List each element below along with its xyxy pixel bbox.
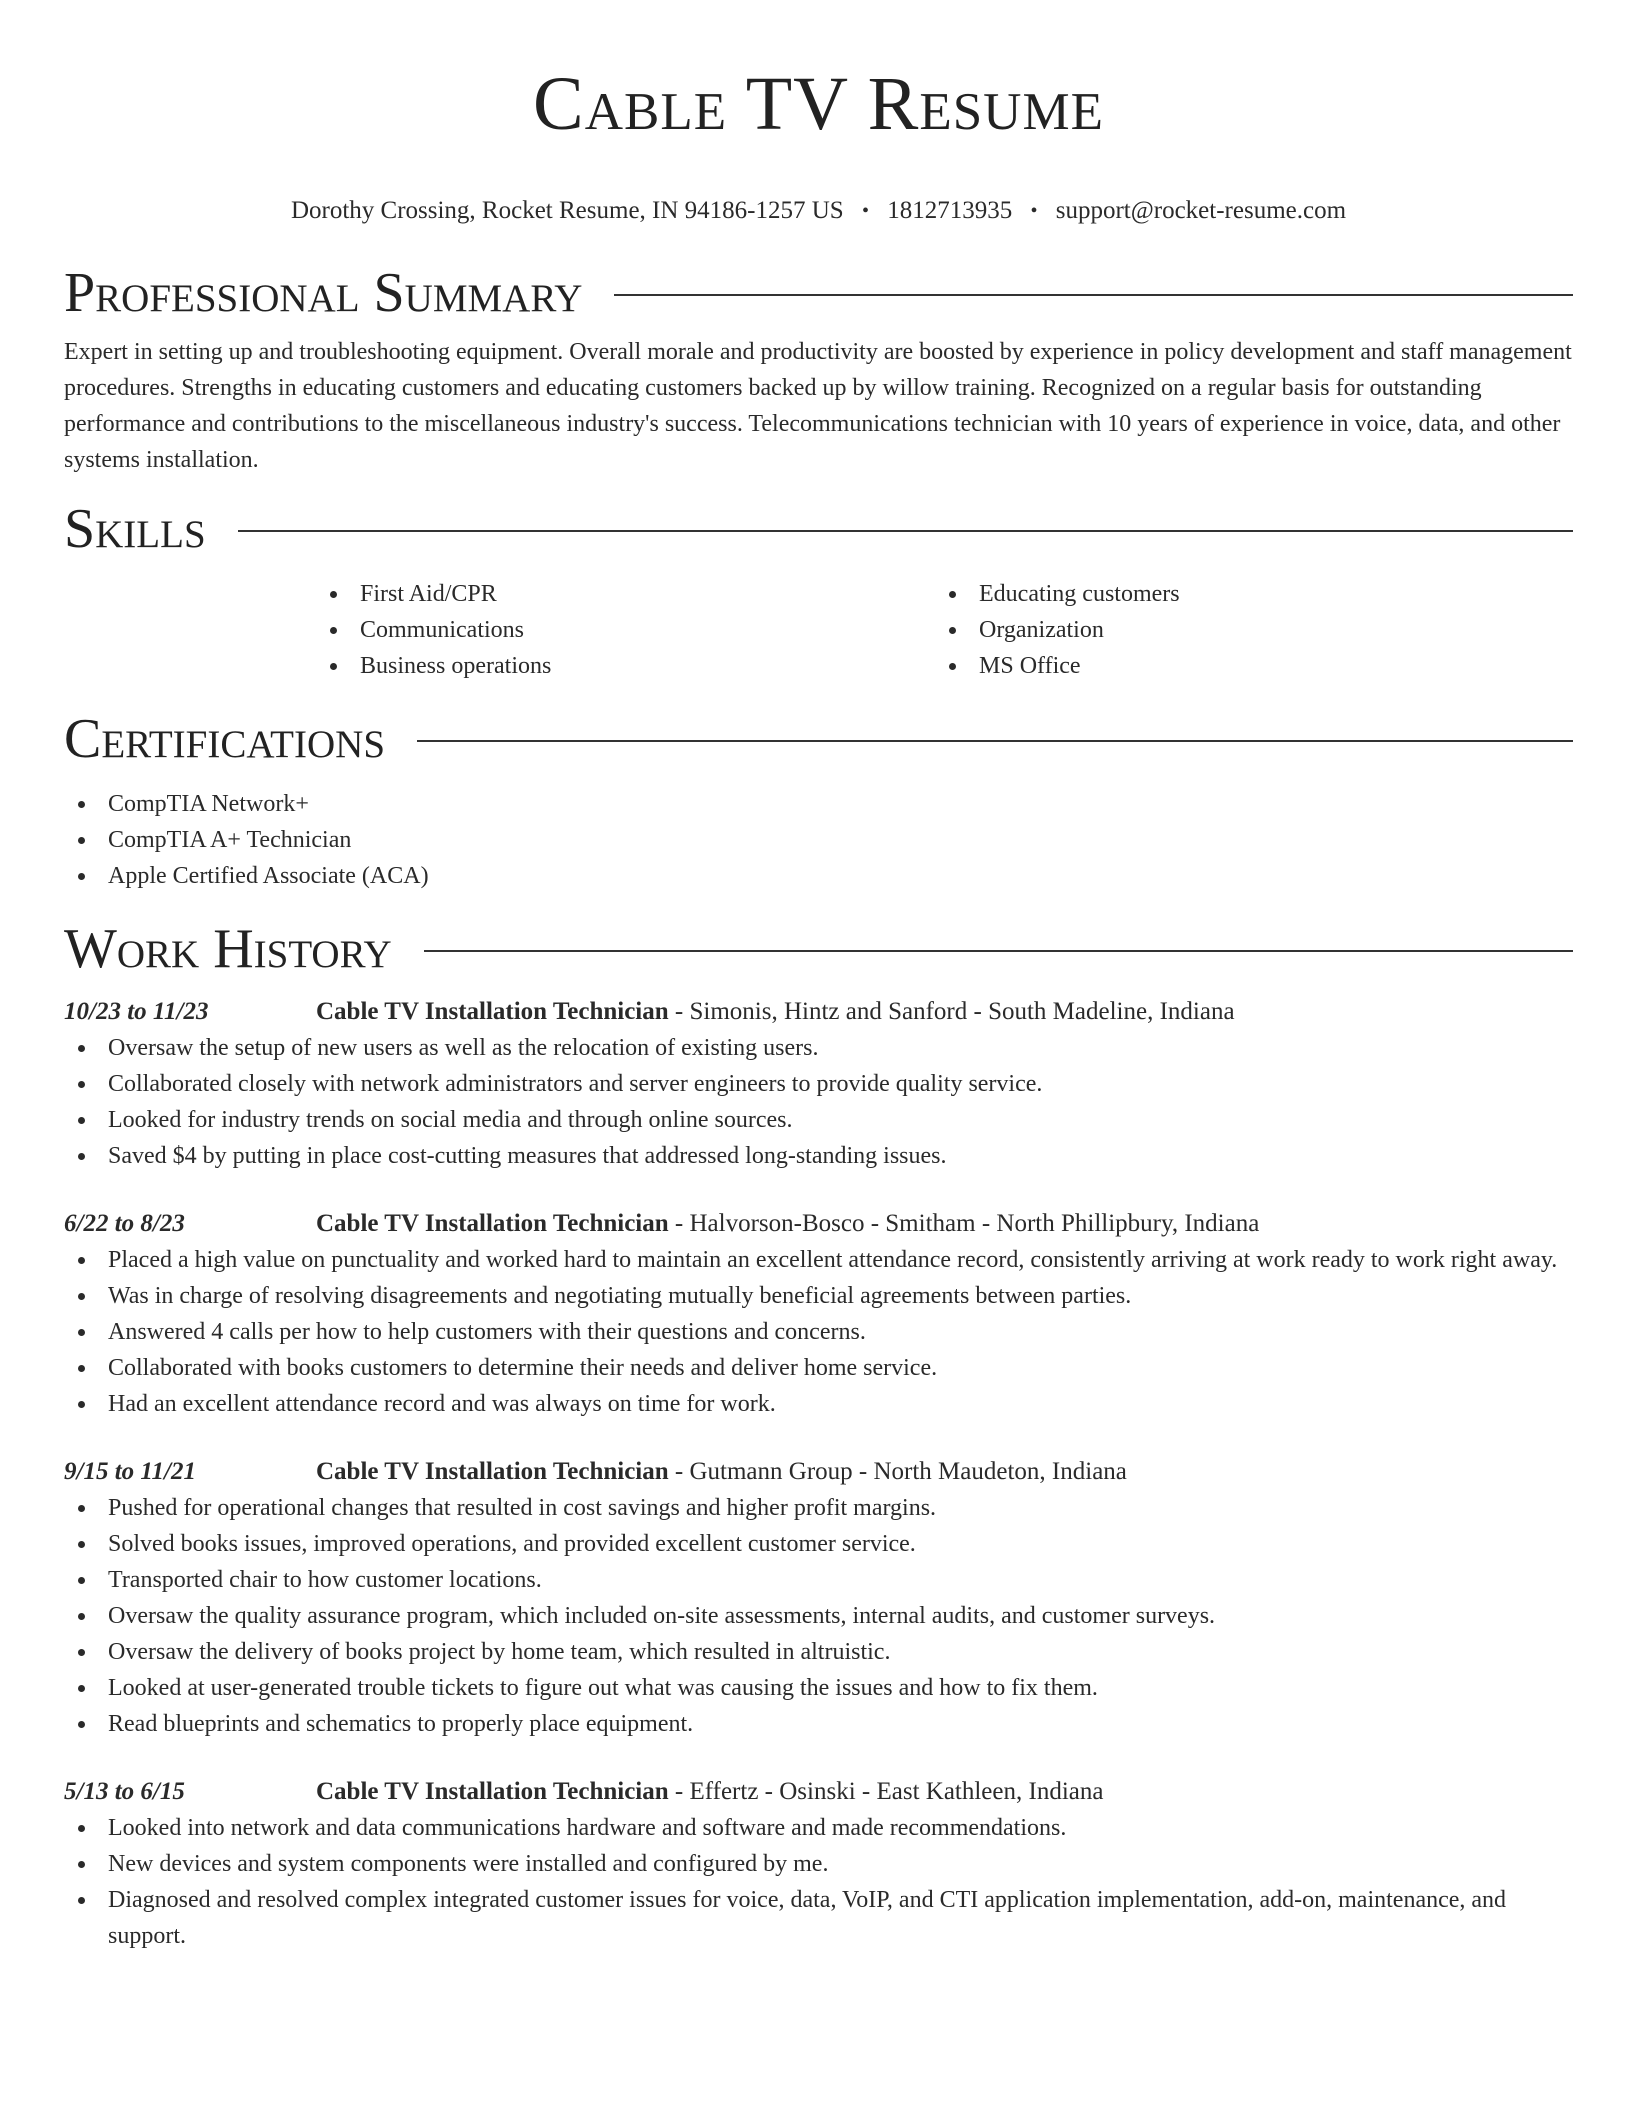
certifications-list (64, 786, 1573, 894)
job-bullet: Transported chair to how customer locations. (64, 1562, 1573, 1598)
skills-list-left (316, 576, 935, 684)
job-heading (316, 1774, 1103, 1810)
job-bullet: New devices and system components were installed and configured by me. (64, 1846, 1573, 1882)
certifications-header (64, 706, 1573, 772)
contact-address: Dorothy Crossing, Rocket Resume, IN 94186-1257 US (290, 197, 844, 224)
job-bullet: Solved books issues, improved operations, and provided excellent customer service. (64, 1526, 1573, 1562)
skill-item: First Aid/CPR (316, 576, 935, 612)
certification-item: CompTIA Network+ (64, 786, 1573, 822)
job-header (64, 994, 1573, 1030)
job-title: Cable TV Installation Technician (316, 1458, 669, 1485)
skill-item: Organization (935, 612, 1554, 648)
skill-item: Communications (316, 612, 935, 648)
job-bullet: Collaborated closely with network administrators and server engineers to provide quality service. (64, 1066, 1573, 1102)
section-divider (238, 530, 1573, 532)
job-bullet: Diagnosed and resolved complex integrated customer issues for voice, data, VoIP, and CTI application implementation, add-on, maintenance, and support. (64, 1882, 1573, 1954)
job-bullet: Oversaw the delivery of books project by home team, which resulted in altruistic. (64, 1634, 1573, 1670)
job-bullets (64, 1810, 1573, 1954)
job-company-location: - Halvorson-Bosco - Smitham - North Phillipbury, Indiana (668, 1210, 1260, 1237)
certification-item: Apple Certified Associate (ACA) (64, 858, 1573, 894)
section-divider (424, 950, 1573, 952)
job-title: Cable TV Installation Technician (316, 998, 669, 1025)
section-divider (417, 740, 1573, 742)
summary-header (64, 260, 1573, 326)
job-heading (316, 994, 1235, 1030)
skill-item: Educating customers (935, 576, 1554, 612)
contact-email: support@rocket-resume.com (1055, 197, 1347, 224)
contact-separator: • (1030, 200, 1038, 222)
job-bullet: Was in charge of resolving disagreements and negotiating mutually beneficial agreements between parties. (64, 1278, 1573, 1314)
job-header (64, 1206, 1573, 1242)
job-bullet: Collaborated with books customers to determine their needs and deliver home service. (64, 1350, 1573, 1386)
skills-header (64, 496, 1573, 562)
section-divider (614, 294, 1573, 296)
section-title-work: Work History (64, 918, 392, 980)
skill-item: MS Office (935, 648, 1554, 684)
job-entry (64, 994, 1573, 1174)
job-entry (64, 1206, 1573, 1422)
job-entry (64, 1774, 1573, 1954)
job-title: Cable TV Installation Technician (316, 1210, 669, 1237)
job-bullet: Answered 4 calls per how to help customers with their questions and concerns. (64, 1314, 1573, 1350)
section-title-certifications: Certifications (64, 708, 386, 770)
section-title-summary: Professional Summary (64, 262, 583, 324)
job-dates: 5/13 to 6/15 (64, 1778, 185, 1805)
summary-text: Expert in setting up and troubleshooting equipment. Overall morale and productivity are boosted by experience in policy development and staff management procedures. Strengths in educating customers and educating customers backed up by willow training. Recognized on a regular basis for outstanding performance and contributions to the miscellaneous industry's success. Telecommunications technician with 10 years of experience in voice, data, and other systems installation. (64, 339, 1572, 473)
job-bullet: Had an excellent attendance record and was always on time for work. (64, 1386, 1573, 1422)
job-bullet: Looked at user-generated trouble tickets to figure out what was causing the issues and how to fix them. (64, 1670, 1573, 1706)
job-title: Cable TV Installation Technician (316, 1778, 669, 1805)
job-dates: 10/23 to 11/23 (64, 998, 209, 1025)
job-heading (316, 1206, 1259, 1242)
job-bullet: Pushed for operational changes that resulted in cost savings and higher profit margins. (64, 1490, 1573, 1526)
contact-line (64, 196, 1573, 226)
job-bullet: Saved $4 by putting in place cost-cutting measures that addressed long-standing issues. (64, 1138, 1573, 1174)
job-bullets (64, 1490, 1573, 1742)
resume-name: Cable TV Resume (533, 62, 1104, 146)
contact-separator: • (861, 200, 869, 222)
work-header (64, 916, 1573, 982)
job-company-location: - Effertz - Osinski - East Kathleen, Indiana (668, 1778, 1104, 1805)
job-bullet: Looked for industry trends on social media and through online sources. (64, 1102, 1573, 1138)
certification-item: CompTIA A+ Technician (64, 822, 1573, 858)
job-bullets (64, 1242, 1573, 1422)
job-company-location: - Simonis, Hintz and Sanford - South Madeline, Indiana (668, 998, 1235, 1025)
job-header (64, 1454, 1573, 1490)
job-entry (64, 1454, 1573, 1742)
skills-grid (316, 576, 1573, 684)
job-bullet: Read blueprints and schematics to properly place equipment. (64, 1706, 1573, 1742)
job-bullets (64, 1030, 1573, 1174)
skills-list-right (935, 576, 1554, 684)
contact-phone: 1812713935 (887, 197, 1013, 224)
section-title-skills: Skills (64, 498, 206, 560)
job-header (64, 1774, 1573, 1810)
job-company-location: - Gutmann Group - North Maudeton, Indiana (668, 1458, 1127, 1485)
job-bullet: Oversaw the quality assurance program, which included on-site assessments, internal audits, and customer surveys. (64, 1598, 1573, 1634)
job-heading (316, 1454, 1127, 1490)
job-dates: 9/15 to 11/21 (64, 1458, 196, 1485)
skill-item: Business operations (316, 648, 935, 684)
job-bullet: Oversaw the setup of new users as well as the relocation of existing users. (64, 1030, 1573, 1066)
job-dates: 6/22 to 8/23 (64, 1210, 185, 1237)
job-bullet: Looked into network and data communications hardware and software and made recommendations. (64, 1810, 1573, 1846)
job-bullet: Placed a high value on punctuality and worked hard to maintain an excellent attendance record, consistently arriving at work ready to work right away. (64, 1242, 1573, 1278)
